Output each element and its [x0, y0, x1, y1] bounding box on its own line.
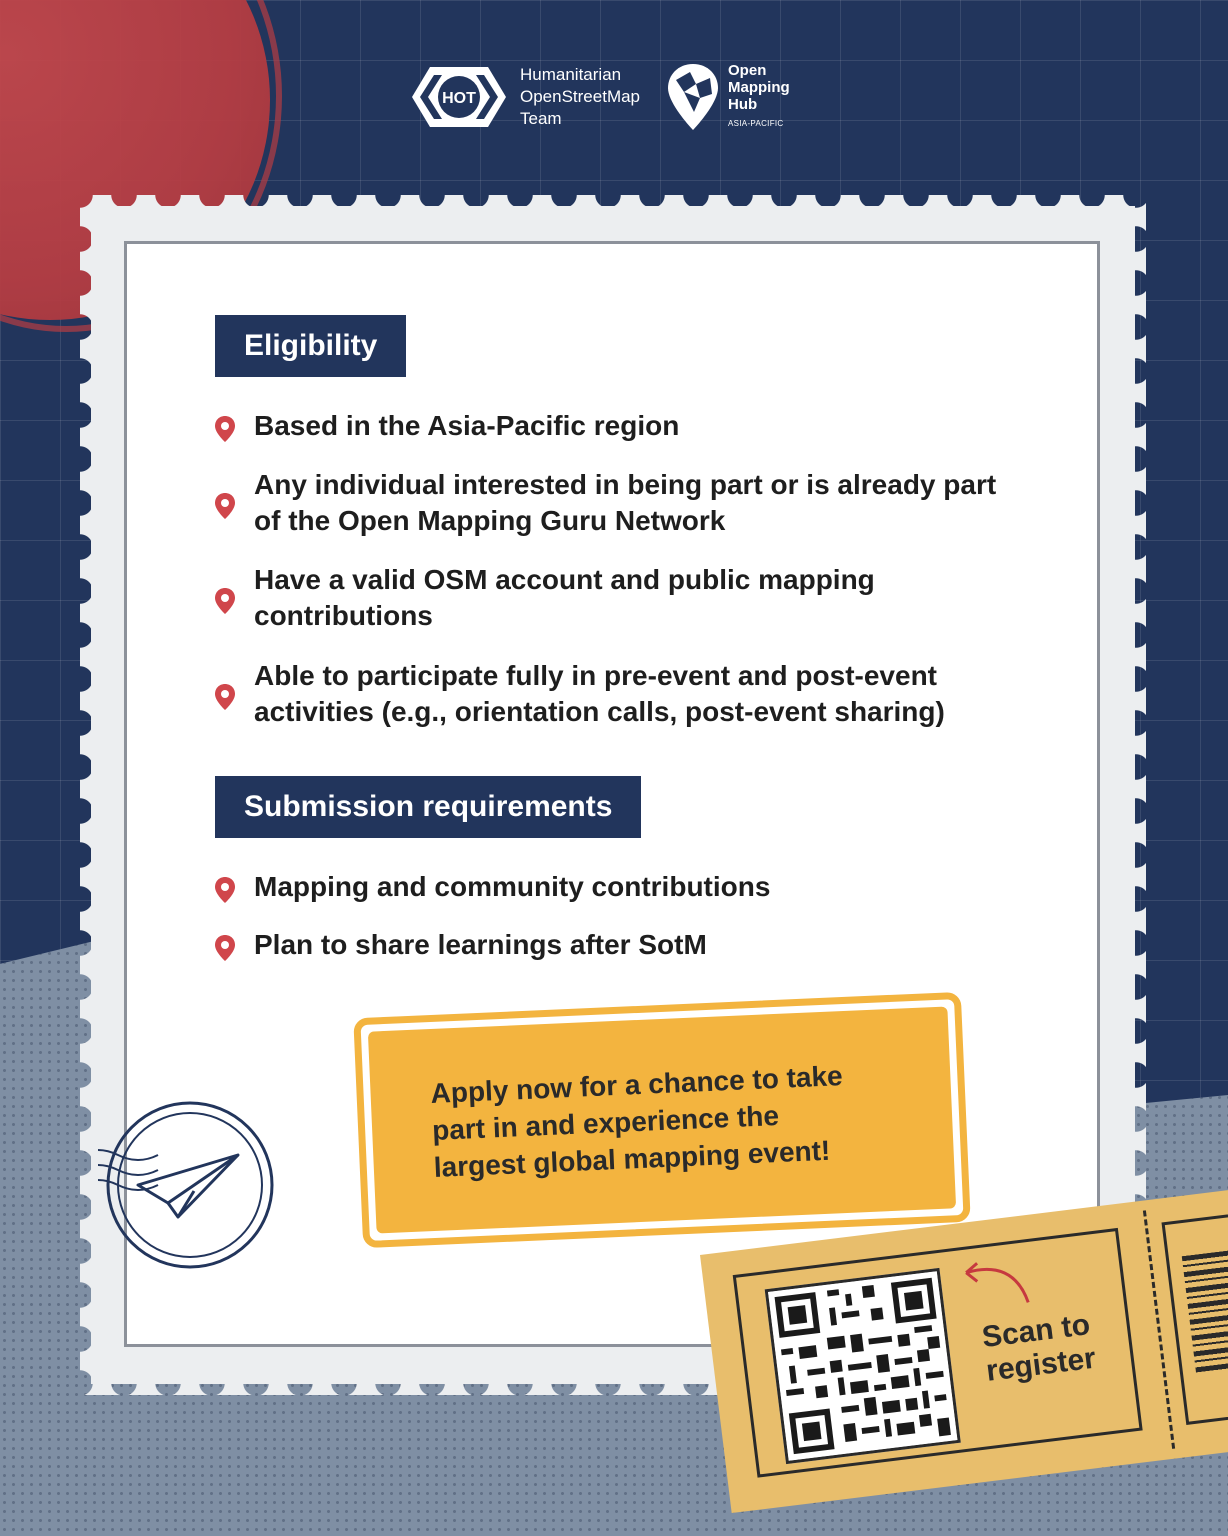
submission-heading: Submission requirements: [215, 776, 641, 838]
cta-text: Apply now for a chance to take part in and experience the largest global mapping event!: [429, 1059, 844, 1183]
paper-plane-postmark-icon: [98, 1095, 278, 1275]
curved-arrow-icon: [952, 1247, 1039, 1316]
submission-item: [214, 927, 1014, 963]
eligibility-item: [214, 408, 1014, 444]
omh-name-line: Mapping: [728, 79, 790, 96]
location-pin-icon: [214, 664, 236, 730]
eligibility-heading: Eligibility: [215, 315, 406, 377]
hot-name-line: OpenStreetMap: [520, 87, 641, 106]
hot-logo: [412, 64, 640, 130]
hot-name: [520, 64, 640, 130]
submission-item-text: Mapping and community contributions: [254, 871, 771, 902]
eligibility-item-text: Based in the Asia-Pacific region: [254, 410, 680, 441]
eligibility-item: [214, 562, 1014, 634]
location-pin-icon: [214, 875, 236, 905]
omh-logo: [666, 62, 790, 132]
omh-name: [728, 62, 790, 132]
hot-name-line: Team: [520, 109, 562, 128]
location-pin-icon: [214, 473, 236, 539]
omh-name-line: Hub: [728, 96, 758, 113]
location-pin-icon: [214, 568, 236, 634]
omh-region: ASIA-PACIFIC: [728, 119, 784, 128]
hot-mark-text: HOT: [442, 90, 476, 107]
map-pin-globe-icon: [666, 62, 720, 132]
qr-code[interactable]: [765, 1268, 961, 1464]
logo-row: [412, 62, 790, 132]
location-pin-icon: [214, 414, 236, 444]
apply-cta-stamp: [353, 992, 970, 1248]
cta-inner: [368, 1006, 956, 1233]
omh-name-line: Open: [728, 62, 767, 79]
eligibility-item-text: Have a valid OSM account and public mapping contributions: [254, 564, 875, 631]
eligibility-item: [214, 658, 1014, 730]
submission-item-text: Plan to share learnings after SotM: [254, 929, 707, 960]
eligibility-item-text: Any individual interested in being part or is already part of the Open Mapping Guru Network: [254, 469, 997, 536]
submission-item: [214, 869, 1014, 905]
eligibility-item-text: Able to participate fully in pre-event and post-event activities (e.g., orientation calls, post-event sharing): [254, 660, 945, 727]
hot-logo-mark: [412, 67, 506, 127]
location-pin-icon: [214, 933, 236, 963]
hot-name-line: Humanitarian: [520, 65, 622, 84]
scan-line: Scan to: [980, 1308, 1092, 1355]
scan-line: register: [984, 1341, 1098, 1388]
eligibility-item: [214, 467, 1014, 539]
